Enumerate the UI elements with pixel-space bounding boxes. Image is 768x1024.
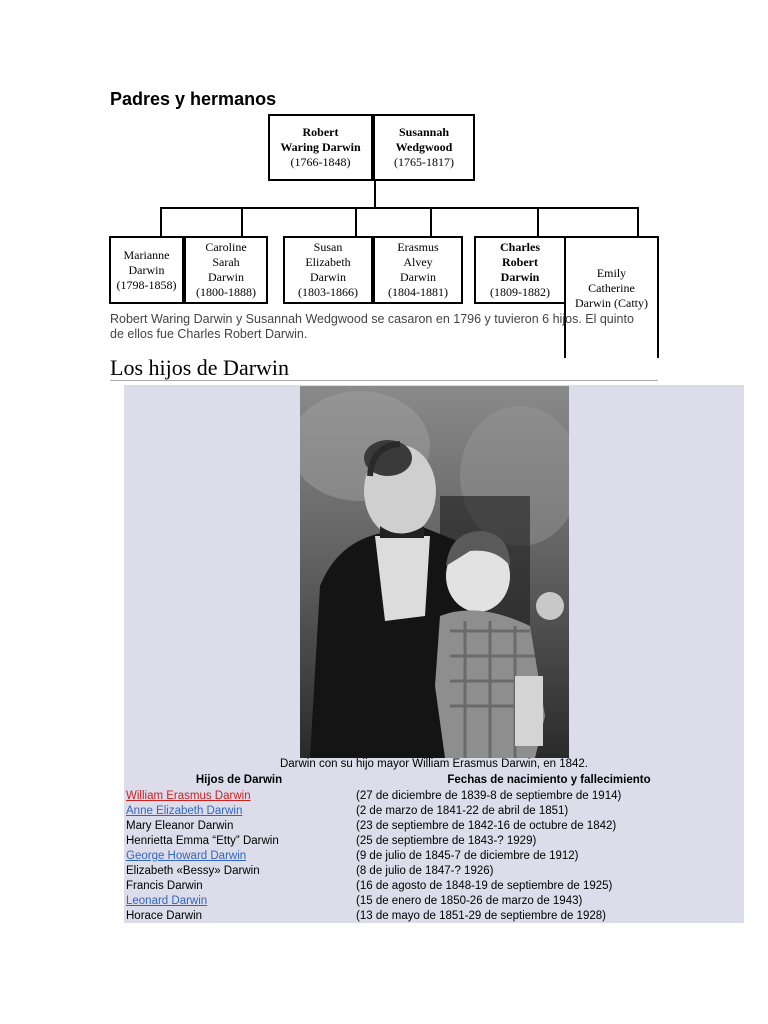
father-name-line2: Waring Darwin <box>280 140 361 154</box>
mother-name-line2: Wedgwood <box>395 140 453 154</box>
child-dates: (25 de septiembre de 1843-? 1929) <box>356 834 537 847</box>
child-line3: Darwin <box>208 270 244 284</box>
tree-connector-drop <box>160 207 162 237</box>
darwin-with-son-photo <box>300 386 569 758</box>
child-line2: Robert <box>502 255 538 269</box>
tree-connector-drop <box>355 207 357 237</box>
child-line1: Emily <box>596 266 627 280</box>
child-name-link[interactable]: Anne Elizabeth Darwin <box>126 804 243 817</box>
photo-caption: Darwin con su hijo mayor William Erasmus Darwin, en 1842. <box>279 758 589 770</box>
father-name-line1: Robert <box>302 125 339 139</box>
mother-name-line1: Susannah <box>398 125 450 139</box>
child-name-link[interactable]: Leonard Darwin <box>126 894 208 907</box>
child-line1: Susan <box>313 240 343 254</box>
child-line1: Marianne <box>123 247 170 262</box>
child-line3: (1798-1858) <box>116 277 177 292</box>
child-line2: Darwin <box>128 262 165 277</box>
tree-connector-drop <box>430 207 432 237</box>
tree-connector-drop <box>241 207 243 237</box>
child-dates: (15 de enero de 1850-26 de marzo de 1943) <box>356 894 583 907</box>
child-dates: (16 de agosto de 1848-19 de septiembre de 1925) <box>356 879 613 892</box>
table-row <box>124 908 744 923</box>
column-header-dates: Fechas de nacimiento y fallecimiento <box>447 774 651 786</box>
child-name: Francis Darwin <box>126 879 203 892</box>
tree-connector-trunk <box>374 181 376 208</box>
child-line4: (1809-1882) <box>490 285 550 299</box>
child-dates: (23 de septiembre de 1842-16 de octubre de 1842) <box>356 819 617 832</box>
tree-connector-drop <box>637 207 639 237</box>
table-header-row <box>124 772 744 788</box>
table-row <box>124 803 744 818</box>
child-dates: (8 de julio de 1847-? 1926) <box>356 864 494 877</box>
child-line4: (1804-1881) <box>388 285 448 299</box>
child-line3: Darwin <box>500 270 540 284</box>
tree-node-child <box>373 236 463 304</box>
tree-node-mother <box>373 114 475 181</box>
section-heading-parents: Padres y hermanos <box>110 89 277 109</box>
children-table <box>124 772 744 923</box>
child-line1: Charles <box>500 240 540 254</box>
tree-node-child <box>283 236 373 304</box>
tree-node-child-charles <box>474 236 566 304</box>
table-row <box>124 833 744 848</box>
parents-paragraph: Robert Waring Darwin y Susannah Wedgwood se casaron en 1796 y tuvieron 6 hijos. El quinto de ellos fue Charles Robert Darwin. <box>110 312 634 341</box>
column-header-children: Hijos de Darwin <box>195 774 283 786</box>
child-name: Henrietta Emma “Etty” Darwin <box>126 834 279 847</box>
table-row <box>124 818 744 833</box>
child-dates: (13 de mayo de 1851-29 de septiembre de 1928) <box>356 909 606 922</box>
child-line3: Darwin (Catty) <box>575 296 648 310</box>
tree-node-father <box>268 114 373 181</box>
child-name-link[interactable]: William Erasmus Darwin <box>126 789 251 802</box>
child-line2: Sarah <box>212 255 240 269</box>
child-line3: Darwin <box>310 270 346 284</box>
child-dates: (2 de marzo de 1841-22 de abril de 1851) <box>356 804 569 817</box>
section-heading-children: Los hijos de Darwin <box>110 355 290 380</box>
tree-node-child <box>184 236 268 304</box>
table-row <box>124 893 744 908</box>
table-row <box>124 863 744 878</box>
child-line2: Alvey <box>403 255 433 269</box>
child-name-link[interactable]: George Howard Darwin <box>126 849 247 862</box>
child-name: Mary Eleanor Darwin <box>126 819 234 832</box>
table-row <box>124 788 744 803</box>
tree-connector-drop <box>537 207 539 237</box>
child-line2: Catherine <box>588 281 635 295</box>
child-line1: Caroline <box>205 240 247 254</box>
child-line4: (1803-1866) <box>298 285 358 299</box>
photo-illustration <box>300 386 569 758</box>
heading-divider <box>110 380 658 381</box>
child-name: Horace Darwin <box>126 909 203 922</box>
father-dates: (1766-1848) <box>290 155 351 169</box>
child-line2: Elizabeth <box>305 255 351 269</box>
mother-dates: (1765-1817) <box>394 155 454 169</box>
child-line3: Darwin <box>400 270 436 284</box>
table-row <box>124 878 744 893</box>
tree-node-child <box>109 236 184 304</box>
tree-connector-horizontal <box>160 207 638 209</box>
child-name: Elizabeth «Bessy» Darwin <box>126 864 260 877</box>
child-dates: (9 de julio de 1845-7 de diciembre de 1912) <box>356 849 579 862</box>
child-dates: (27 de diciembre de 1839-8 de septiembre de 1914) <box>356 789 622 802</box>
table-row <box>124 848 744 863</box>
child-line4: (1800-1888) <box>196 285 256 299</box>
child-line1: Erasmus <box>397 240 439 254</box>
